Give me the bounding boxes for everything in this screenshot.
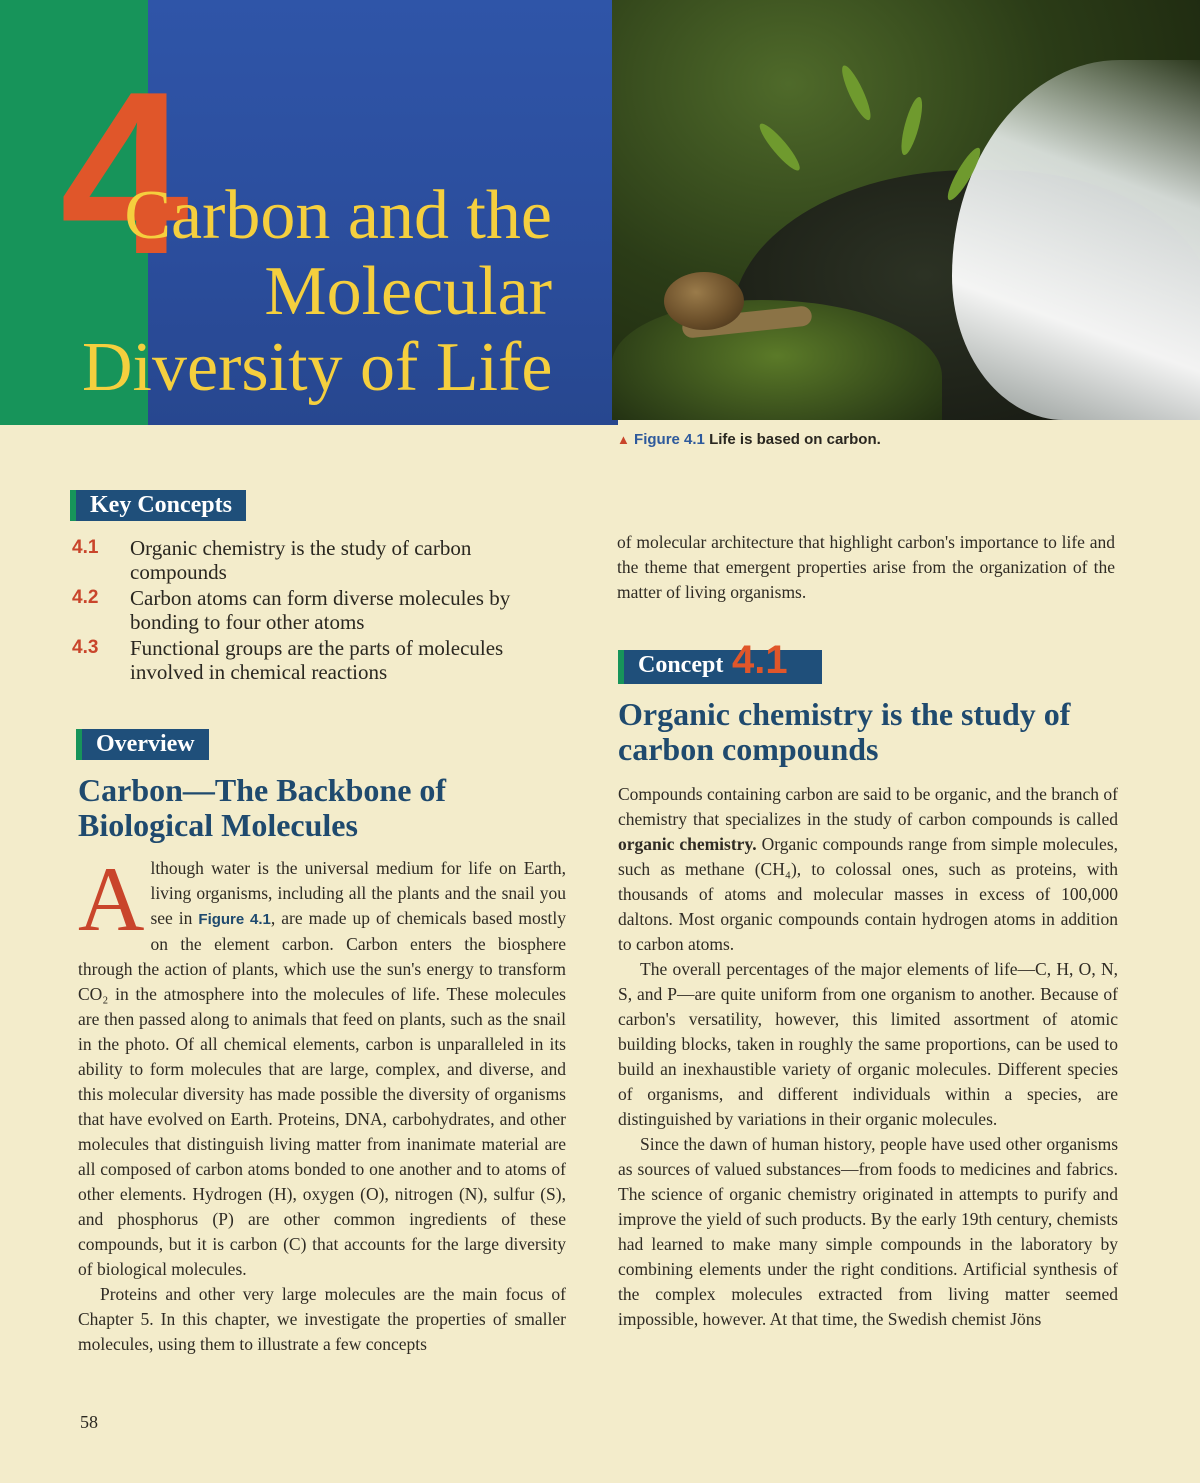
concept-label-text: Concept — [638, 652, 724, 678]
photo-fern — [897, 95, 926, 157]
concept-paragraph: The overall percentages of the major elements of life—C, H, O, N, S, and P—are quite uniform from one organism to another. Because of carbon's versatility, however, this limited assortment of atomic building blocks, taken in roughly the same proportions, can be used to build an inexhaustible variety of organic molecules. Different species of organisms, and different individuals within a species, are distinguished by variations in their organic molecules. — [618, 959, 1118, 1129]
figure-reference-link: Figure 4.1 — [198, 911, 271, 928]
chapter-banner — [0, 0, 1200, 425]
overview-p1-text: lthough water is the universal medium for life on Earth, living organisms, including all the plants and the snail you see in — [150, 858, 566, 928]
overview-p1-text: , are made up of chemicals based mostly on the element carbon. Carbon enters the biosphere through the action of plants, which use the sun's energy to transform CO₂ in the atmosphere into the molecules of life. These molecules are then passed along to animals that feed on plants, such as the snail in the photo. Of all chemical elements, carbon is unparalleled in its ability to form molecules that are large, complex, and diverse, and this molecular diversity has made possible the diversity of organisms that have evolved on Earth. Proteins, DNA, carbohydrates, and other molecules that distinguish living matter from inanimate material are all composed of carbon atoms bonded to one another and to atoms of other elements. Hydrogen (H), oxygen (O), nitrogen (N), sulfur (S), and phosphorus (P) are other common ingredients of these compounds, but it is carbon (C) that accounts for the large diversity of biological molecules. — [78, 908, 567, 1279]
drop-cap: A — [78, 848, 145, 950]
photo-waterfall — [952, 60, 1200, 420]
photo-fern — [755, 120, 804, 175]
key-concept-text: Carbon atoms can form diverse molecules by bonding to four other atoms — [130, 586, 511, 634]
concept-number: 4.1 — [732, 638, 788, 682]
chapter-title-line: Carbon and the — [124, 177, 552, 254]
continuation-paragraph: of molecular architecture that highlight carbon's importance to life and the theme that emergent properties arise from the organization of the matter of living organisms. — [617, 532, 1115, 602]
figure-label: Figure 4.1 — [634, 431, 705, 448]
key-concept-text: Functional groups are the parts of molecules involved in chemical reactions — [130, 636, 504, 684]
triangle-icon: ▲ — [617, 432, 630, 447]
key-concept-item — [72, 586, 572, 634]
key-concept-number: 4.2 — [72, 587, 99, 608]
overview-paragraph: Proteins and other very large molecules are the main focus of Chapter 5. In this chapter, we investigate the properties of smaller molecules, using them to illustrate a few concepts — [78, 1284, 566, 1354]
chapter-title — [82, 178, 552, 406]
figure-caption-text: Life is based on carbon. — [709, 431, 881, 448]
key-concept-item — [72, 636, 572, 684]
overview-heading: Carbon—The Backbone of Biological Molecules — [78, 772, 447, 843]
concept-paragraph: Since the dawn of human history, people have used other organisms as sources of valued substances—from foods to medicines and fabrics. The science of organic chemistry originated in attempts to purify and improve the yield of such products. By the early 19th century, chemists had learned to make many simple compounds in the laboratory by combining elements under the right conditions. Artificial synthesis of the complex molecules extracted from living matter seemed impossible, however. At that time, the Swedish chemist Jöns — [618, 1134, 1118, 1329]
key-concept-item — [72, 536, 572, 584]
snail-photo — [612, 0, 1200, 420]
overview-body — [78, 848, 567, 1357]
concept-body — [618, 782, 1118, 1332]
key-concept-number: 4.3 — [72, 637, 99, 658]
key-concepts-list — [72, 536, 572, 686]
chapter-title-line: Molecular — [264, 253, 552, 330]
chapter-number: 4 — [60, 44, 186, 303]
key-concept-number: 4.1 — [72, 537, 99, 558]
concept-heading: Organic chemistry is the study of carbon compounds — [618, 696, 1071, 767]
figure-caption — [617, 431, 881, 448]
key-concept-text: Organic chemistry is the study of carbon compounds — [130, 536, 472, 584]
overview-paragraph — [78, 848, 567, 1282]
page-number: 58 — [80, 1412, 98, 1432]
term-organic-chemistry: organic chemistry. — [618, 834, 757, 854]
concept-label — [618, 650, 822, 684]
concept-p1-text: Compounds containing carbon are said to be organic, and the branch of chemistry that specializes in the study of carbon compounds is called — [618, 784, 1118, 829]
key-concepts-label: Key Concepts — [70, 490, 246, 521]
snail-shell — [664, 272, 744, 330]
continuation-text — [617, 530, 1115, 605]
chapter-title-line: Diversity of Life — [82, 329, 553, 406]
photo-fern — [837, 63, 875, 123]
concept-p1-text: Organic compounds range from simple molecules, such as methane (CH₄), to colossal ones, such as proteins, with thousands of atoms and molecular masses in excess of 100,000 daltons. Most organic compounds contain hydrogen atoms in addition to carbon atoms. — [618, 834, 1119, 954]
overview-label: Overview — [76, 729, 209, 760]
concept-paragraph — [618, 782, 1118, 957]
